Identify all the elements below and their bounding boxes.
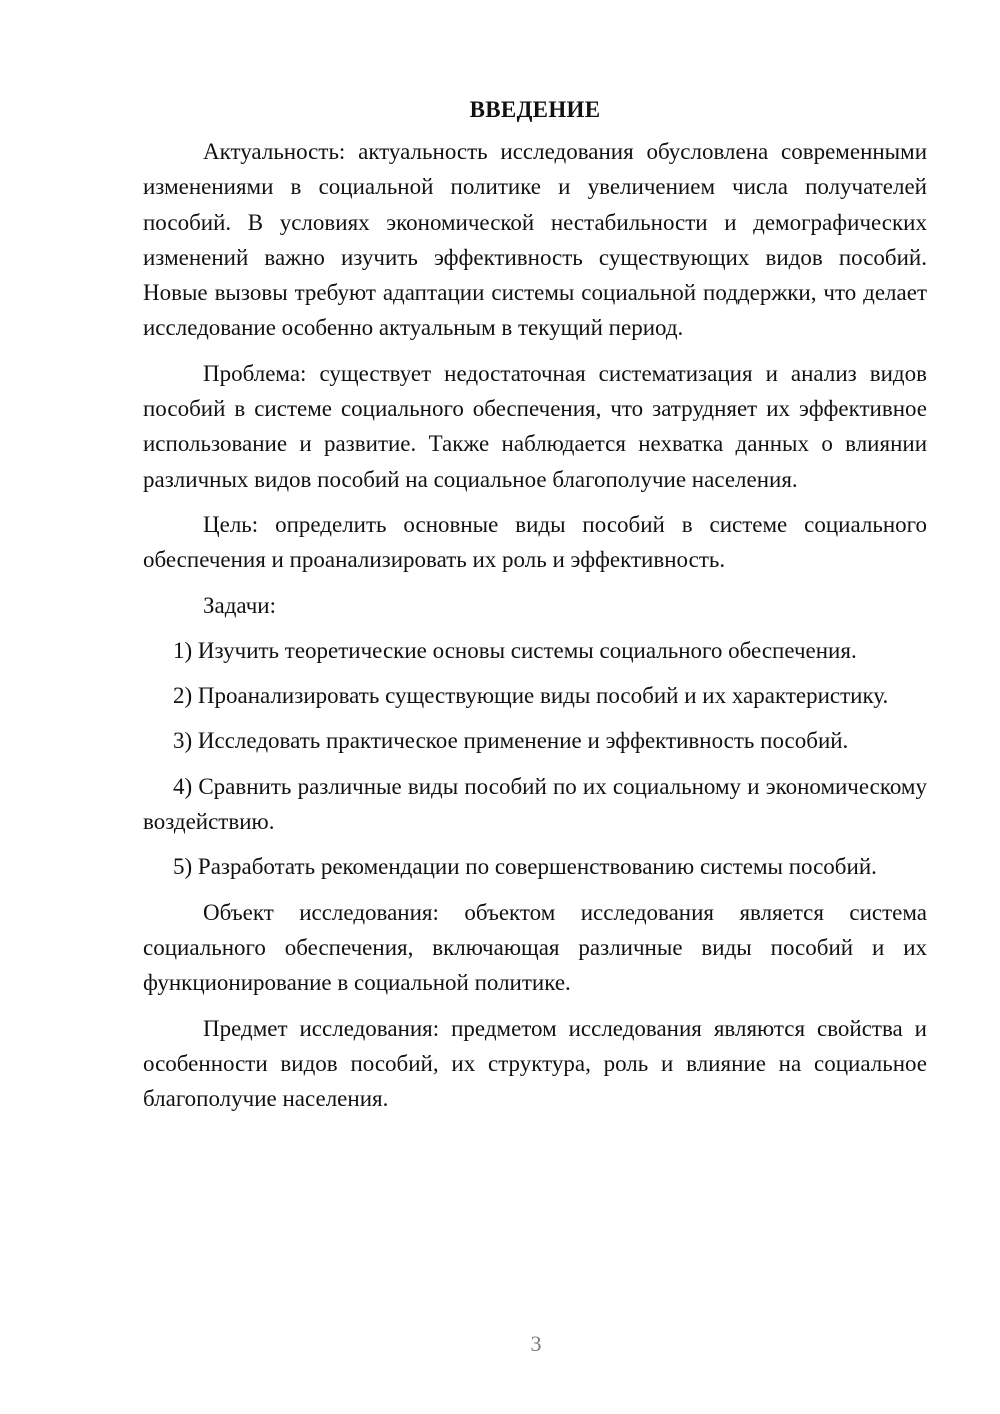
task-item: 2) Проанализировать существующие виды пособий и их характеристику. [173, 683, 889, 709]
problem-paragraph: Проблема: существует недостаточная систематизация и анализ видов пособий в системе социального обеспечения, что затрудняет их эффективное использование и развитие. Также наблюдается нехватка данных о влиянии различных видов пособий на социальное благополучие населения. [143, 360, 927, 492]
page-number: 3 [530, 1331, 542, 1356]
task-item: 4) Сравнить различные виды пособий по их социальному и экономическому воздействию. [143, 773, 927, 835]
task-item: 3) Исследовать практическое применение и эффективность пособий. [173, 728, 849, 754]
task-item: 5) Разработать рекомендации по совершенствованию системы пособий. [173, 854, 877, 880]
object-paragraph: Объект исследования: объектом исследования является система социального обеспечения, включающая различные виды пособий и их функционирование в социальной политике. [143, 899, 927, 996]
tasks-heading: Задачи: [203, 592, 276, 618]
document-page [143, 92, 927, 1126]
subject-paragraph: Предмет исследования: предметом исследования являются свойства и особенности видов пособий, их структура, роль и влияние на социальное благополучие населения. [143, 1015, 927, 1112]
relevance-paragraph: Актуальность: актуальность исследования обусловлена современными изменениями в социальной политике и увеличением числа получателей пособий. В условиях экономической нестабильности и демографических изменений важно изучить эффективность существующих видов пособий. Новые вызовы требуют адаптации системы социальной поддержки, что делает исследование особенно актуальным в текущий период. [143, 139, 927, 341]
goal-paragraph: Цель: определить основные виды пособий в системе социального обеспечения и проанализировать их роль и эффективность. [143, 511, 927, 573]
page-title: ВВЕДЕНИЕ [469, 97, 601, 122]
task-item: 1) Изучить теоретические основы системы социального обеспечения. [173, 637, 857, 663]
